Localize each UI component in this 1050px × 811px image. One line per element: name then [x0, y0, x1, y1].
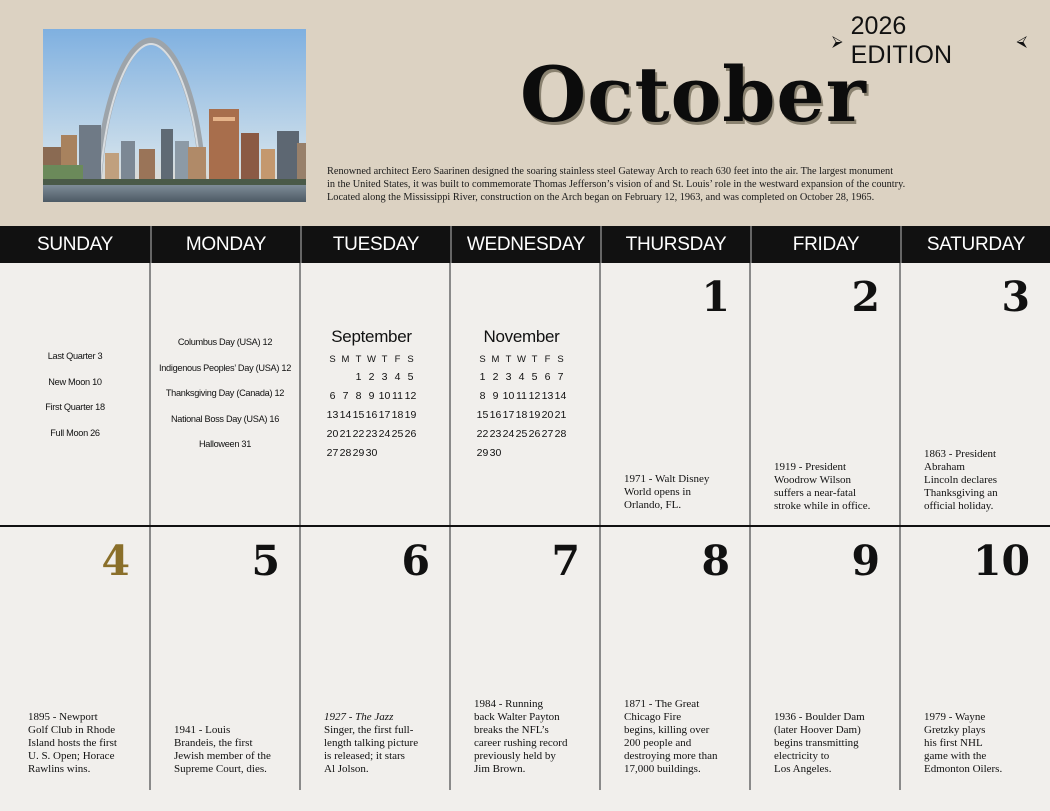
fact-line: Orlando, FL.: [624, 499, 682, 511]
mini-calendar-day: 6: [544, 370, 551, 383]
moon-phase: Last Quarter 3: [47, 351, 103, 361]
day-number: 8: [701, 537, 730, 585]
holiday: Columbus Day (USA) 12: [177, 337, 273, 347]
fact-line: Rawlins wins.: [28, 763, 91, 775]
weekday-initial: F: [394, 353, 401, 365]
mini-calendar-day: 1: [479, 370, 486, 383]
fact-line: Brandeis, the first: [174, 737, 253, 749]
fact-line: 1919 - President: [774, 461, 847, 473]
history-fact: [624, 698, 717, 776]
mini-calendar-day: [404, 443, 417, 462]
day-cell[interactable]: [600, 527, 750, 791]
mini-calendar-day: 7: [557, 370, 564, 383]
fact-line: 1895 - Newport: [28, 711, 98, 723]
fact-line: Lincoln declares: [924, 474, 997, 486]
fact-line: suffers a near-fatal: [774, 487, 857, 499]
day-number: 10: [972, 537, 1030, 585]
fact-line: is released; it stars: [324, 750, 405, 762]
history-fact: [774, 461, 870, 513]
mini-calendar-day: 21: [554, 408, 567, 421]
holiday: National Boss Day (USA) 16: [170, 413, 280, 424]
mini-calendar-header: [476, 351, 567, 367]
mini-calendar-day: 10: [502, 389, 515, 402]
month-title: October: [520, 50, 867, 139]
history-fact: [924, 448, 998, 513]
mini-calendar-week: [476, 386, 567, 405]
weekday-initial: S: [329, 353, 336, 365]
mini-calendar-day: [528, 443, 541, 462]
fact-line: previously held by: [474, 750, 556, 762]
mini-calendar-day: 10: [378, 389, 391, 402]
history-fact: [924, 711, 1002, 776]
fact-line: 1971 - Walt Disney: [624, 473, 710, 485]
day-cell[interactable]: [750, 527, 900, 791]
weekday-initial: M: [491, 353, 500, 365]
holidays-list: [150, 337, 300, 465]
mini-calendar-day: 25: [515, 427, 528, 440]
day-cell[interactable]: [450, 527, 600, 791]
day-cell[interactable]: [300, 527, 450, 791]
day-number: 1: [701, 273, 730, 321]
day-number: 5: [251, 537, 280, 585]
mini-calendar-day: 9: [492, 389, 499, 402]
mini-calendar-september: [326, 327, 417, 462]
fact-line: game with the: [924, 750, 987, 762]
history-fact: [324, 711, 418, 776]
weekday-tuesday: TUESDAY: [300, 226, 450, 263]
fact-line: Al Jolson.: [324, 763, 369, 775]
mini-calendar-day: 24: [502, 427, 515, 440]
fact-line: Supreme Court, dies.: [174, 763, 267, 775]
mini-calendar-day: 29: [352, 446, 365, 459]
header-banner: [0, 0, 1050, 226]
mini-calendar-day: 28: [554, 427, 567, 440]
description-line: Located along the Mississippi River, construction on the Arch began on February 12, 1963, and was completed on October 28, 1965.: [327, 192, 875, 203]
fact-line: back Walter Payton: [474, 711, 560, 723]
mini-calendar-day: 7: [342, 389, 349, 402]
fact-line: (later Hoover Dam): [774, 724, 861, 736]
mini-calendar-day: 20: [541, 408, 554, 421]
mini-calendar-day: 4: [394, 370, 401, 383]
mini-calendar-day: 30: [489, 446, 502, 459]
mini-calendar-week: [476, 443, 567, 462]
weekday-initial: T: [531, 353, 538, 365]
weekday-header: [0, 226, 1050, 263]
fact-line: World opens in: [624, 486, 691, 498]
mini-calendar-day: 18: [515, 408, 528, 421]
weekday-sunday: SUNDAY: [37, 233, 113, 255]
day-cell[interactable]: [150, 527, 300, 791]
fact-line: length talking picture: [324, 737, 419, 749]
fact-line: Abraham: [924, 461, 965, 473]
moon-phases-cell: [0, 263, 150, 525]
mini-calendar-day: 5: [531, 370, 538, 383]
history-fact: [174, 724, 271, 776]
fact-line: Chicago Fire: [624, 711, 682, 723]
mini-calendar-title: November: [483, 327, 560, 346]
fact-line: Edmonton Oilers.: [924, 763, 1003, 775]
mini-calendar-day: 18: [391, 408, 404, 421]
mini-calendar-day: 6: [329, 389, 336, 402]
mini-calendar-week: [326, 443, 417, 462]
description-line: Renowned architect Eero Saarinen designed the soaring stainless steel Gateway Arch to reach 630 feet into the air. The largest monument: [327, 166, 894, 177]
fact-line: begins transmitting: [774, 737, 859, 749]
fact-line: Jewish member of the: [174, 750, 271, 762]
fact-line: Gretzky plays: [924, 724, 986, 736]
fact-line: 17,000 buildings.: [624, 763, 701, 775]
arrow-left-icon: ⮘: [1016, 32, 1027, 50]
fact-line: 1927 - The Jazz: [324, 711, 394, 723]
mini-calendar-day: 22: [476, 427, 489, 440]
mini-calendar-day: [554, 443, 567, 462]
mini-calendar-day: [391, 443, 404, 462]
mini-calendar-day: [541, 443, 554, 462]
mini-calendar-day: 2: [368, 370, 375, 383]
weekday-initial: S: [479, 353, 486, 365]
mini-calendar-day: 12: [404, 389, 417, 402]
mini-calendar-day: [326, 367, 339, 386]
mini-calendar-day: 13: [541, 389, 554, 402]
mini-calendar-day: 26: [528, 427, 541, 440]
mini-calendar-day: 22: [352, 427, 365, 440]
holiday: Halloween 31: [198, 439, 252, 449]
fact-line: destroying more than: [624, 750, 718, 762]
day-number: 2: [851, 273, 880, 321]
moon-phase: New Moon 10: [48, 376, 102, 387]
description-line: in the United States, it was built to commemorate Thomas Jefferson’s vision of and St. Louis’ role in the westward expansion of the country.: [327, 179, 906, 190]
fact-line: Los Angeles.: [774, 763, 832, 775]
edition-text: 2026 EDITION: [850, 12, 953, 69]
mini-calendar-day: 26: [404, 427, 417, 440]
mini-calendar-title: September: [331, 327, 412, 346]
fact-line: begins, killing over: [624, 724, 710, 736]
weekday-initial: S: [407, 353, 414, 365]
gateway-arch-photo: [43, 29, 306, 202]
fact-line: 1984 - Running: [474, 698, 544, 710]
mini-calendar-week: [476, 367, 567, 386]
mini-calendar-day: 1: [355, 370, 362, 383]
history-fact: [28, 711, 117, 776]
mini-calendar-header: [326, 351, 417, 367]
mini-calendar-day: 14: [339, 408, 352, 421]
day-cell[interactable]: [600, 263, 750, 525]
fact-line: breaks the NFL’s: [474, 724, 549, 736]
mini-calendar-day: 12: [528, 389, 541, 402]
mini-calendar-day: 11: [392, 389, 403, 402]
fact-line: 200 people and: [624, 737, 692, 749]
fact-line: official holiday.: [924, 500, 994, 512]
mini-calendar-day: 16: [489, 408, 502, 421]
mini-calendar-day: 15: [476, 408, 489, 421]
mini-calendar-day: 3: [381, 370, 388, 383]
mini-calendar-day: 2: [492, 370, 499, 383]
history-fact: [474, 698, 567, 776]
mini-calendar-day: 29: [476, 446, 489, 459]
day-cell[interactable]: [0, 527, 150, 791]
mini-calendar-day: 5: [407, 370, 414, 383]
mini-calendar-day: 23: [489, 427, 502, 440]
mini-calendar-week: [326, 367, 417, 386]
fact-line: his first NHL: [924, 737, 983, 749]
day-cell[interactable]: [750, 263, 900, 525]
fact-line: Woodrow Wilson: [774, 474, 851, 486]
fact-line: 1936 - Boulder Dam: [774, 711, 865, 723]
mini-calendar-day: 17: [378, 408, 391, 421]
mini-calendar-day: [378, 443, 391, 462]
prev-month-cell: [300, 263, 450, 525]
mini-calendar-day: 16: [365, 408, 378, 421]
mini-calendar-day: 19: [528, 408, 541, 421]
weekday-friday: FRIDAY: [750, 226, 900, 263]
mini-calendar-day: [502, 443, 515, 462]
mini-calendar-day: 4: [518, 370, 525, 383]
mini-calendar-day: 15: [352, 408, 365, 421]
fact-line: 1871 - The Great: [624, 698, 700, 710]
mini-calendar-day: 17: [502, 408, 515, 421]
mini-calendar-day: [339, 367, 352, 386]
fact-line: Jim Brown.: [474, 763, 526, 775]
weekday-initial: F: [544, 353, 551, 365]
mini-calendar-week: [326, 386, 417, 405]
fact-line: 1863 - President: [924, 448, 997, 460]
mini-calendar-day: 23: [365, 427, 378, 440]
weekday-initial: T: [381, 353, 388, 365]
holiday: Indigenous Peoples’ Day (USA) 12: [158, 362, 292, 373]
moon-phase: Full Moon 26: [50, 427, 100, 438]
mini-calendar-day: 11: [516, 389, 527, 402]
mini-calendar-day: 14: [554, 389, 567, 402]
calendar-grid: [0, 263, 1050, 811]
weekday-initial: M: [341, 353, 350, 365]
fact-line: Singer, the first full-: [324, 724, 414, 736]
mini-calendar-week: [476, 405, 567, 424]
history-fact: [774, 711, 865, 776]
mini-calendar-day: 24: [378, 427, 391, 440]
fact-line: U. S. Open; Horace: [28, 750, 115, 762]
mini-calendar-day: 3: [505, 370, 512, 383]
fact-line: stroke while in office.: [774, 500, 871, 512]
day-number: 4: [101, 537, 130, 585]
fact-line: electricity to: [774, 750, 830, 762]
month-description: [327, 165, 997, 204]
mini-calendar-week: [326, 424, 417, 443]
fact-line: 1941 - Louis: [174, 724, 231, 736]
holiday: Thanksgiving Day (Canada) 12: [165, 388, 285, 398]
mini-calendar-november: [476, 327, 567, 462]
day-number: 9: [851, 537, 880, 585]
day-number: 3: [1001, 273, 1030, 321]
day-number: 7: [551, 537, 580, 585]
weekday-initial: W: [367, 353, 376, 365]
arrow-right-icon: ⮚: [832, 32, 843, 50]
mini-calendar-day: [515, 443, 528, 462]
fact-line: career rushing record: [474, 737, 568, 749]
mini-calendar-day: 13: [326, 408, 339, 421]
history-fact: [624, 473, 709, 512]
weekday-initial: S: [557, 353, 564, 365]
day-number: 6: [401, 537, 430, 585]
next-month-cell: [450, 263, 600, 525]
weekday-initial: T: [505, 353, 512, 365]
fact-line: Island hosts the first: [28, 737, 117, 749]
holidays-cell: [150, 263, 300, 525]
fact-line: Thanksgiving an: [924, 487, 998, 499]
mini-calendar-day: 20: [326, 427, 339, 440]
mini-calendar-week: [326, 405, 417, 424]
weekday-initial: W: [517, 353, 526, 365]
moon-phase: First Quarter 18: [45, 402, 105, 412]
mini-calendar-day: 30: [365, 446, 378, 459]
fact-line: Golf Club in Rhode: [28, 724, 116, 736]
mini-calendar-day: 28: [339, 446, 352, 459]
mini-calendar-day: 27: [326, 446, 339, 459]
mini-calendar-day: 19: [404, 408, 417, 421]
weekday-monday: MONDAY: [150, 226, 300, 263]
weekday-thursday: THURSDAY: [600, 226, 750, 263]
mini-calendar-day: 8: [479, 389, 486, 402]
mini-calendar-day: 27: [541, 427, 554, 440]
day-cell[interactable]: [900, 527, 1050, 791]
fact-line: 1979 - Wayne: [924, 711, 986, 723]
mini-calendar-week: [476, 424, 567, 443]
moon-phases-list: [0, 351, 150, 453]
mini-calendar-day: 8: [355, 389, 362, 402]
mini-calendar-day: 21: [339, 427, 352, 440]
mini-calendar-day: 9: [368, 389, 375, 402]
day-cell[interactable]: [900, 263, 1050, 525]
weekday-saturday: SATURDAY: [900, 226, 1050, 263]
weekday-wednesday: WEDNESDAY: [450, 226, 600, 263]
weekday-initial: T: [355, 353, 362, 365]
mini-calendar-day: 25: [391, 427, 404, 440]
